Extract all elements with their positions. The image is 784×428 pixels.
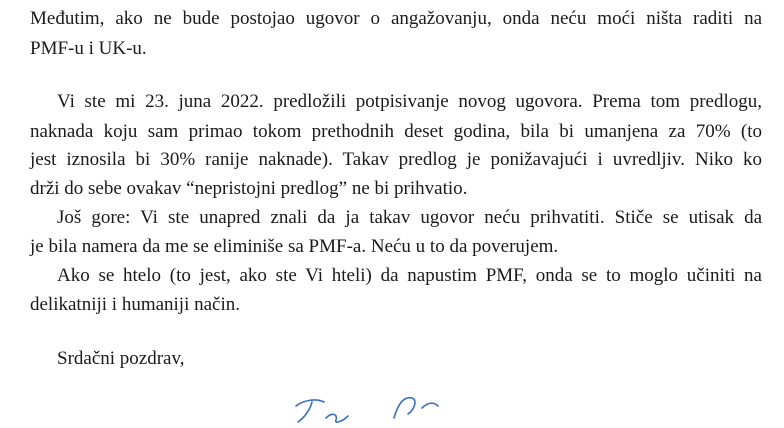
paragraph-3-line-1: Još gore: Vi ste unapred znali da ja takav ugovor neću prihvatiti. Stiče se utisak da <box>57 207 762 228</box>
paragraph-1-line-1: Međutim, ako ne bude postojao ugovor o angažovanju, onda neću moći ništa raditi na <box>30 8 762 29</box>
paragraph-2-line-4: drži do sebe ovakav “nepristojni predlog” ne bi prihvatio. <box>30 178 468 199</box>
paragraph-4-line-1: Ako se htelo (to jest, ako ste Vi hteli) da napustim PMF, onda se to moglo učiniti na <box>57 265 762 286</box>
paragraph-2-line-1: Vi ste mi 23. juna 2022. predložili potpisivanje novog ugovora. Prema tom predlogu, <box>57 91 762 112</box>
closing-salutation: Srdačni pozdrav, <box>57 348 185 369</box>
paragraph-4-line-2: delikatniji i humaniji način. <box>30 294 241 315</box>
paragraph-3-line-2: je bila namera da me se eliminiše sa PMF-a. Neću u to da poverujem. <box>30 236 559 257</box>
paragraph-2-line-2: naknada koju sam primao tokom prethodnih deset godina, bila bi umanjena za 70% (to <box>30 121 762 142</box>
paragraph-1-line-2: PMF-u i UK-u. <box>30 38 147 59</box>
handwritten-signature <box>282 388 462 428</box>
paragraph-2-line-3: jest iznosila bi 30% ranije naknade). Takav predlog je ponižavajući i uvredljiv. Niko ko <box>30 149 762 170</box>
